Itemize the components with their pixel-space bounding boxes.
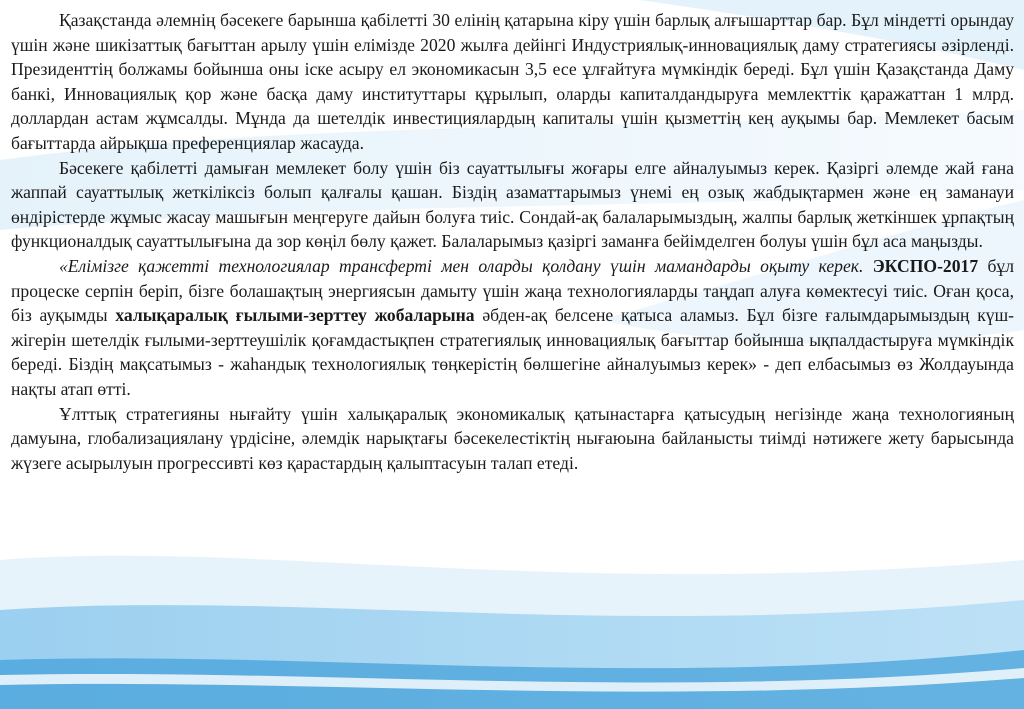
paragraph-3 xyxy=(11,254,1014,402)
expo-2017-bold: ЭКСПО-2017 xyxy=(872,255,979,276)
paragraph-2: Бәсекеге қабілетті дамыған мемлекет болу үшін біз сауаттылығы жоғары елге айналуымыз керек. Қазіргі әлемде жай ғана жаппай сауаттылық жеткіліксіз болып қалғалы қашан. Біздің азаматтарымыз үнемі ең озық жабдықтармен және ең заманауи өндірістерде жұмыс жасау машығын меңгеруге дайын болуға тиіс. Сондай-ақ балаларымыздың, жалпы барлық жеткіншек ұрпақтың функционалдық сауаттылығына да зор көңіл бөлу қажет. Балаларымыз қазіргі заманға бейімделген болуы үшін бұл аса маңызды. xyxy=(11,157,1014,252)
research-projects-bold: халықаралық ғылыми-зерттеу жобаларына xyxy=(115,305,475,326)
paragraph-4: Ұлттық стратегияны нығайту үшін халықаралық экономикалық қатынастарға қатысудың негізінде жаңа технологияның дамуына, глобализациялану үрдісіне, әлемдік нарықтағы бәсекелестіктің нығаюына байланысты тиімді нәтижеге жету барысында жүзеге асырылуын прогрессивті көз қарастардың қалыптасуын талап етеді. xyxy=(11,403,1014,473)
quote-italic-text: «Елімізге қажетті технологиялар трансферті мен оларды қолдану үшін мамандарды оқыту керек. xyxy=(59,255,864,276)
paragraph-3-text-1: бұл процеске серпін беріп, бізге болашақтың энергиясын дамыту үшін жаңа технологияларды таңдап алуға көмектесуі тиіс. Оған қоса, біз ауқымды xyxy=(11,255,1014,326)
paragraph-3-text-2: әбден-ақ белсене қатыса аламыз. Бұл бізге ғалымдарымыздың күш-жігерін шетелдік ғылыми-зерттеушілік қоғамдастықпен стратегиялық инновациялық бағыттар бойынша ықпалдастыруға мүмкіндік береді. Біздің мақсатымыз - жаһандық технологиялық төңкерістің бөлшегіне айналуымыз керек» - деп елбасымыз өз Жолдауында нақты атап өтті. xyxy=(11,305,1014,399)
document-body xyxy=(11,8,1014,475)
paragraph-1: Қазақстанда әлемнің бәсекеге барынша қабілетті 30 елінің қатарына кіру үшін барлық алғышарттар бар. Бұл міндетті орындау үшін және шикізаттық бағыттан арылу үшін елімізде 2020 жылға дейінгі Индустриялық-инновациялық даму стратегиясы әзірленді. Президенттің болжамы бойынша оны іске асыру ел экономикасын 3,5 есе ұлғайтуға мүмкіндік береді. Бұл үшін Қазақстанда Даму банкі, Инновациялық қор және басқа даму институттары құрылып, оларды капиталдандыруға мемлекттік қаражаттан 1 млрд. доллардан астам жұмсалды. Мұнда да шетелдік инвестициялардың капиталы үшін қызметтің кең ауқымы бар. Мемлекет басым бағыттарда айрықша преференциялар жасауда. xyxy=(11,10,1014,153)
